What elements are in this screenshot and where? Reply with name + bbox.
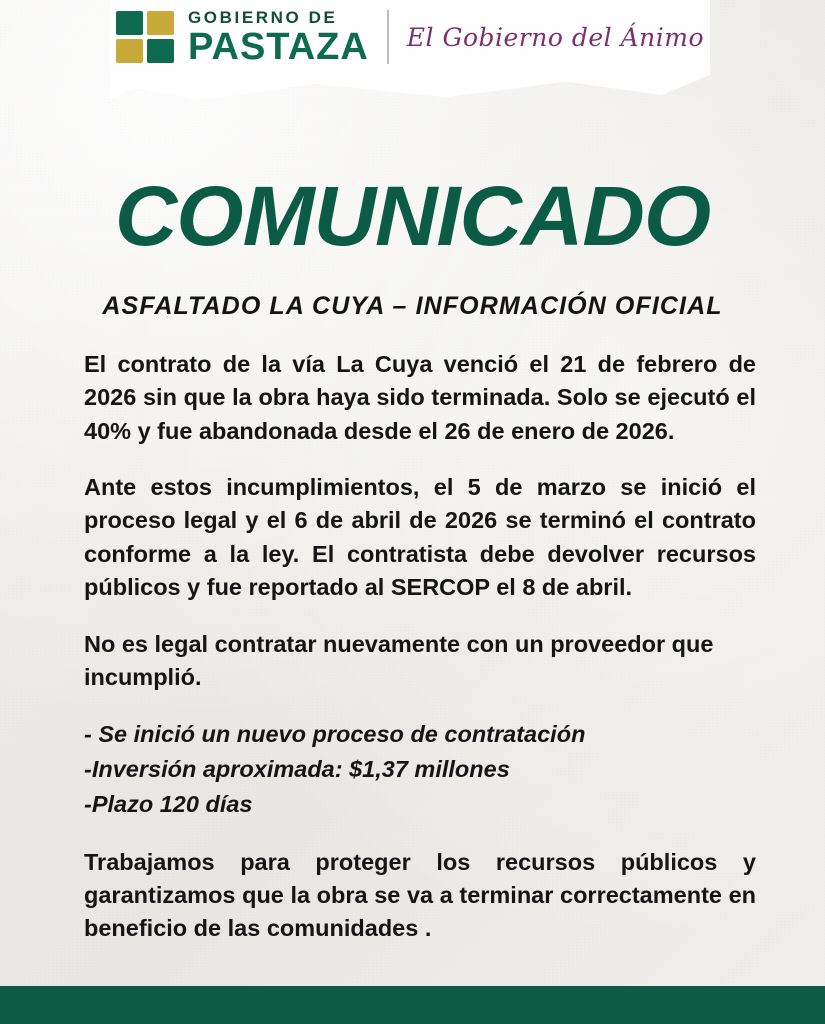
list-item: -Inversión aproximada: $1,37 millones	[84, 756, 510, 782]
logo-line-1: GOBIERNO DE	[187, 7, 338, 27]
page-title: COMUNICADO	[114, 169, 711, 263]
paragraph-3: No es legal contratar nuevamente con un proveedor que incumplió.	[84, 630, 714, 690]
paragraph-2: Ante estos incumplimientos, el 5 de marzo se inició el proceso legal y el 6 de abril de 2026 se terminó el contrato conforme a la ley. El contratista debe devolver recursos públicos y fue reportado al SERCOP el 8 de abril.	[84, 474, 756, 601]
paragraph-1: El contrato de la vía La Cuya venció el 21 de febrero de 2026 sin que la obra haya sido terminada. Solo se ejecutó el 40% y fue abandonada desde el 26 de enero de 2026.	[84, 351, 756, 444]
government-slogan: El Gobierno del Ánimo	[406, 22, 705, 52]
bullet-list	[84, 717, 756, 821]
banner-content	[110, 0, 710, 104]
footer-bar	[0, 986, 825, 1024]
logo-wordmark	[188, 9, 369, 66]
list-item: - Se inició un nuevo proceso de contratación	[84, 721, 586, 748]
paragraph-4: Trabajamos para proteger los recursos públicos y garantizamos que la obra se va a terminar correctamente en beneficio de las comunidades .	[84, 848, 756, 942]
body-copy	[84, 348, 756, 969]
logo-line-2: PASTAZA	[187, 25, 369, 68]
banner-divider	[387, 10, 389, 64]
header-banner	[110, 0, 710, 104]
list-item: -Plazo 120 días	[84, 790, 253, 817]
pastaza-logo-icon	[116, 11, 174, 63]
page-subtitle: ASFALTADO LA CUYA – INFORMACIÓN OFICIAL	[102, 292, 723, 320]
